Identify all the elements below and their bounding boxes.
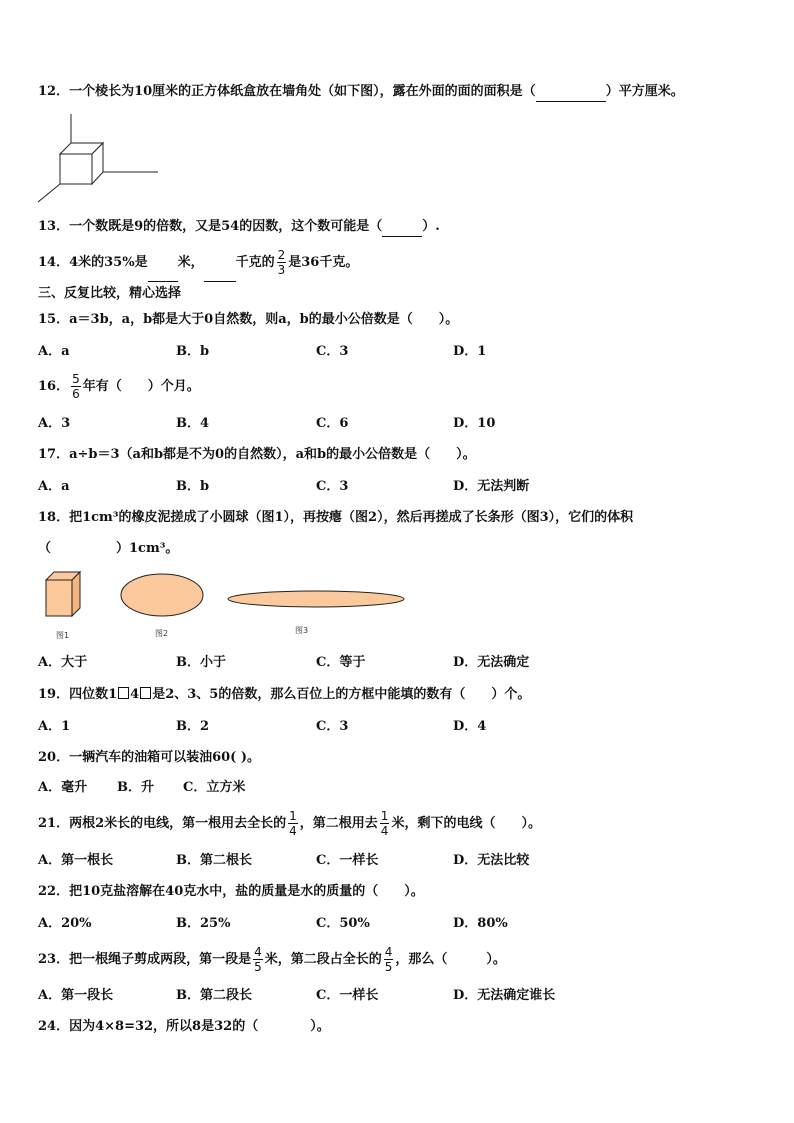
question-number: 15． <box>38 312 70 327</box>
question-text: 是2、3、5的倍数，那么百位上的方框中能填的数有（ ）个。 <box>152 687 531 702</box>
option-d[interactable]: D．4 <box>453 719 487 734</box>
question-text: 米，剩下的电线（ ）。 <box>391 816 541 831</box>
question-text: a＝3b，a，b都是大于0自然数，则a，b的最小公倍数是（ ）。 <box>69 312 459 327</box>
option-d[interactable]: D．无法确定谁长 <box>453 988 556 1003</box>
question-number: 22． <box>38 884 70 899</box>
question-text: 是36千克。 <box>288 255 359 270</box>
question-20 <box>38 749 260 767</box>
fraction: $\frac{5}{6}$ <box>72 372 80 401</box>
question-text: 千克的 <box>235 255 275 270</box>
question-text: 米， <box>177 255 204 270</box>
question-number: 20． <box>38 750 70 765</box>
option-a[interactable]: A．1 <box>38 719 71 734</box>
option-a[interactable]: A．a <box>38 344 70 359</box>
option-b[interactable]: B．b <box>176 479 210 494</box>
question-24 <box>38 1018 330 1036</box>
question-18-continued: （ ）1cm³。 <box>38 541 179 556</box>
option-c[interactable]: C．3 <box>316 479 349 494</box>
question-text: 把1cm³的橡皮泥搓成了小圆球（图1），再按瘪（图2），然后再搓成了长条形（图3），它们的体积 <box>69 510 634 525</box>
question-number: 24． <box>38 1019 70 1034</box>
option-a[interactable]: A．第一根长 <box>38 853 114 868</box>
option-b[interactable]: B．升 <box>117 780 154 795</box>
fraction: $\frac{2}{3}$ <box>277 248 286 277</box>
question-text: 4 <box>130 687 140 702</box>
question-text: 4米的35%是 <box>69 255 148 270</box>
option-d[interactable]: D．无法确定 <box>453 655 530 670</box>
question-number: 19． <box>38 687 70 702</box>
figure-caption: 图3 <box>295 626 309 635</box>
question-16 <box>38 369 200 405</box>
option-c[interactable]: C．一样长 <box>316 853 379 868</box>
question-21 <box>38 805 541 843</box>
question-text: 两根2米长的电线，第一根用去全长的 <box>69 816 287 831</box>
question-text: a÷b＝3（a和b都是不为0的自然数），a和b的最小公倍数是（ ）。 <box>69 447 476 462</box>
question-14 <box>38 245 358 282</box>
question-text: 一个棱长为10厘米的正方体纸盒放在墙角处（如下图），露在外面的面的面积是（ <box>69 84 536 99</box>
question-22 <box>38 883 424 901</box>
question-text: ）平方厘米。 <box>605 84 684 99</box>
option-b[interactable]: B．2 <box>176 719 210 734</box>
question-number: 23． <box>38 952 70 967</box>
option-b[interactable]: B．25% <box>176 916 231 931</box>
answer-blank[interactable] <box>204 245 236 282</box>
question-text: 年有（ ）个月。 <box>82 379 200 394</box>
question-number: 14． <box>38 255 70 270</box>
question-12 <box>38 83 684 102</box>
question-text: 把10克盐溶解在40克水中，盐的质量是水的质量的（ ）。 <box>69 884 424 899</box>
question-text: 四位数1 <box>69 687 118 702</box>
question-15 <box>38 311 458 329</box>
option-b[interactable]: B．b <box>176 344 210 359</box>
option-a[interactable]: A．a <box>38 479 70 494</box>
fraction: $\frac{1}{4}$ <box>289 809 297 838</box>
figure-caption: 图2 <box>155 629 169 638</box>
question-18 <box>38 509 633 527</box>
question-number: 16． <box>38 379 70 394</box>
option-c[interactable]: C．一样长 <box>316 988 379 1003</box>
option-d[interactable]: D．无法比较 <box>453 853 530 868</box>
option-d[interactable]: D．10 <box>453 416 496 431</box>
option-b[interactable]: B．第二根长 <box>176 853 252 868</box>
option-a[interactable]: A．大于 <box>38 655 88 670</box>
question-text: ，第二根用去 <box>299 816 378 831</box>
question-number: 18． <box>38 510 70 525</box>
fraction: $\frac{4}{5}$ <box>254 945 262 974</box>
question-number: 21． <box>38 816 70 831</box>
option-a[interactable]: A．毫升 <box>38 780 88 795</box>
option-c[interactable]: C．立方米 <box>183 780 246 795</box>
option-c[interactable]: C．等于 <box>316 655 366 670</box>
question-text: 因为4×8=32，所以8是32的（ ）。 <box>69 1019 330 1034</box>
question-number: 13． <box>38 219 70 234</box>
fraction: $\frac{1}{4}$ <box>380 809 389 838</box>
section-heading: 三、反复比较，精心选择 <box>38 286 182 301</box>
option-c[interactable]: C．3 <box>316 719 349 734</box>
blank-box <box>118 687 129 699</box>
question-text: 米，第二段占全长的 <box>264 952 382 967</box>
clay-strip-figure-3 <box>224 586 408 612</box>
option-a[interactable]: A．20% <box>38 916 92 931</box>
cube-in-corner-figure <box>36 112 160 204</box>
question-number: 12． <box>38 84 70 99</box>
clay-cube-figure-1 <box>44 570 84 618</box>
question-13 <box>38 218 440 237</box>
question-text: 把一根绳子剪成两段，第一段是 <box>69 952 252 967</box>
option-a[interactable]: A．第一段长 <box>38 988 114 1003</box>
question-23 <box>38 941 506 979</box>
option-b[interactable]: B．第二段长 <box>176 988 252 1003</box>
figure-caption: 图1 <box>56 631 70 640</box>
option-d[interactable]: D．80% <box>453 916 508 931</box>
answer-blank[interactable] <box>148 245 178 282</box>
question-17 <box>38 446 476 464</box>
fraction: $\frac{4}{5}$ <box>384 945 393 974</box>
question-text: 一个数既是9的倍数，又是54的因数，这个数可能是（ <box>69 219 383 234</box>
question-text: ，那么（ ）。 <box>395 952 506 967</box>
question-number: 17． <box>38 447 70 462</box>
option-d[interactable]: D．无法判断 <box>453 479 530 494</box>
blank-box <box>140 687 151 699</box>
option-b[interactable]: B．小于 <box>176 655 226 670</box>
answer-blank[interactable] <box>382 218 422 237</box>
answer-blank[interactable] <box>536 83 606 102</box>
question-19 <box>38 686 530 704</box>
option-c[interactable]: C．50% <box>316 916 370 931</box>
option-b[interactable]: B．4 <box>176 416 210 431</box>
question-text: 一辆汽车的油箱可以装油60( )。 <box>69 750 261 765</box>
option-d[interactable]: D．1 <box>453 344 487 359</box>
option-a[interactable]: A．3 <box>38 416 71 431</box>
question-text: ）. <box>422 219 440 234</box>
option-c[interactable]: C．3 <box>316 344 349 359</box>
clay-flattened-figure-2 <box>118 570 208 620</box>
option-c[interactable]: C．6 <box>316 416 349 431</box>
